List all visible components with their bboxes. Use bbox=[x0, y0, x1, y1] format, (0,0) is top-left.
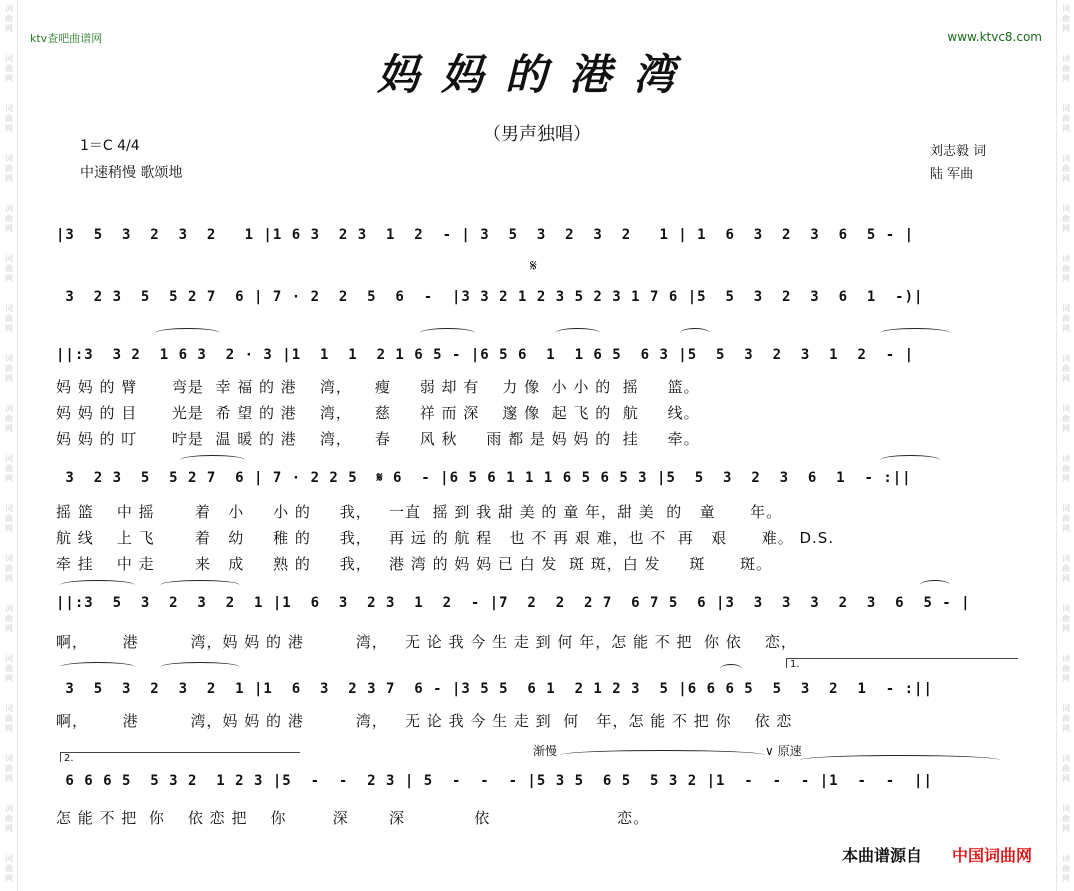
slur-arc bbox=[800, 755, 1000, 765]
lyric-row-6: 啊， 港 湾，妈 妈 的 港 湾， 无 论 我 今 生 走 到 何 年，怎 能 不 把 你 依 恋 bbox=[56, 712, 793, 730]
watermark-glyph: 网 bbox=[1062, 824, 1070, 833]
notation-row-2: 3 2 3 5 5 2 7 6 | 7 · 2 2 5 6 - |3 3 2 1 2 3 5 2 3 1 7 6 |5 5 3 2 3 6 1 -)| bbox=[56, 289, 924, 305]
watermark-glyph: 词 bbox=[5, 654, 13, 663]
watermark-glyph: 曲 bbox=[1062, 114, 1070, 123]
slur-arc bbox=[680, 328, 710, 338]
segno-mark: 𝄋 bbox=[530, 256, 537, 275]
notation-row-4: 3 2 3 5 5 2 7 6 | 7 · 2 2 5 𝄋 6 - |6 5 6 1 1 1 6 5 6 5 3 |5 5 3 2 3 6 1 - :|| bbox=[56, 470, 912, 486]
lyric-row-7: 怎 能 不 把 你 依 恋 把 你 深 深 依 恋。 bbox=[56, 809, 650, 827]
watermark-glyph: 网 bbox=[1062, 574, 1070, 583]
watermark-glyph: 词 bbox=[5, 704, 13, 713]
notation-row-7: 6 6 6 5 5 3 2 1 2 3 |5 - - 2 3 | 5 - - - |5 3 5 6 5 5 3 2 |1 - - - |1 - - || bbox=[56, 773, 933, 789]
watermark-glyph: 网 bbox=[1062, 424, 1070, 433]
watermark-glyph: 曲 bbox=[5, 614, 13, 623]
slur-arc bbox=[560, 750, 765, 760]
watermark-glyph: 词 bbox=[1062, 804, 1070, 813]
lyric-row-4-verse-1: 摇 篮 中 摇 着 小 小 的 我， 一直 摇 到 我 甜 美 的 童 年，甜 美 的 童 年。 bbox=[56, 503, 783, 521]
watermark-glyph: 曲 bbox=[5, 714, 13, 723]
watermark-glyph: 曲 bbox=[1062, 714, 1070, 723]
watermark-glyph: 词 bbox=[5, 554, 13, 563]
slur-arc bbox=[60, 662, 135, 672]
notation-row-6: 3 5 3 2 3 2 1 |1 6 3 2 3 7 6 - |3 5 5 6 1 2 1 2 3 5 |6 6 6 5 5 3 2 1 - :|| bbox=[56, 681, 933, 697]
watermark-glyph: 词 bbox=[5, 754, 13, 763]
watermark-glyph: 曲 bbox=[1062, 614, 1070, 623]
watermark-glyph: 词 bbox=[5, 304, 13, 313]
watermark-glyph: 曲 bbox=[1062, 214, 1070, 223]
volta-1-bracket: 1. bbox=[786, 658, 1018, 668]
watermark-glyph: 网 bbox=[5, 174, 13, 183]
watermark-glyph: 曲 bbox=[1062, 564, 1070, 573]
lyric-row-4-verse-3: 牵 挂 中 走 来 成 熟 的 我， 港 湾 的 妈 妈 已 白 发 斑 斑，白 发 斑 斑。 bbox=[56, 555, 772, 573]
watermark-glyph: 网 bbox=[5, 574, 13, 583]
watermark-glyph: 词 bbox=[1062, 404, 1070, 413]
watermark-glyph: 词 bbox=[1062, 254, 1070, 263]
watermark-glyph: 曲 bbox=[1062, 314, 1070, 323]
song-title: 妈妈的港湾 bbox=[376, 50, 697, 99]
watermark-glyph: 网 bbox=[1062, 624, 1070, 633]
key-signature: 1＝C 4/4 bbox=[80, 138, 140, 154]
watermark-glyph: 网 bbox=[1062, 674, 1070, 683]
slur-arc bbox=[920, 580, 950, 590]
watermark-glyph: 曲 bbox=[5, 814, 13, 823]
watermark-glyph: 词 bbox=[1062, 304, 1070, 313]
watermark-glyph: 词 bbox=[1062, 54, 1070, 63]
tempo-slowing-mark: 渐慢 bbox=[533, 744, 558, 758]
watermark-glyph: 曲 bbox=[5, 564, 13, 573]
watermark-glyph: 网 bbox=[1062, 874, 1070, 883]
slur-arc bbox=[155, 328, 220, 338]
watermark-glyph: 网 bbox=[5, 874, 13, 883]
watermark-glyph: 网 bbox=[1062, 524, 1070, 533]
site-name-left[interactable]: ktv查吧曲谱网 bbox=[30, 32, 103, 45]
watermark-glyph: 词 bbox=[1062, 554, 1070, 563]
watermark-glyph: 曲 bbox=[1062, 464, 1070, 473]
watermark-glyph: 曲 bbox=[1062, 814, 1070, 823]
lyric-row-5: 啊， 港 湾，妈 妈 的 港 湾， 无 论 我 今 生 走 到 何 年，怎 能 不 把 你 依 恋， bbox=[56, 633, 797, 651]
slur-arc bbox=[555, 328, 600, 338]
watermark-glyph: 词 bbox=[1062, 504, 1070, 513]
watermark-glyph: 网 bbox=[5, 74, 13, 83]
tempo-marking: 中速稍慢 歌颂地 bbox=[80, 165, 183, 181]
watermark-glyph: 词 bbox=[1062, 204, 1070, 213]
watermark-glyph: 曲 bbox=[5, 864, 13, 873]
watermark-glyph: 曲 bbox=[5, 314, 13, 323]
watermark-glyph: 词 bbox=[5, 604, 13, 613]
watermark-glyph: 词 bbox=[5, 804, 13, 813]
watermark-glyph: 词 bbox=[5, 504, 13, 513]
slur-arc bbox=[160, 580, 240, 590]
watermark-glyph: 曲 bbox=[1062, 164, 1070, 173]
watermark-glyph: 网 bbox=[5, 724, 13, 733]
watermark-glyph: 词 bbox=[1062, 154, 1070, 163]
watermark-glyph: 曲 bbox=[1062, 664, 1070, 673]
lyric-row-3-verse-1: 妈 妈 的 臂 弯是 幸 福 的 港 湾， 瘦 弱 却 有 力 像 小 小 的 摇 篮。 bbox=[56, 378, 700, 396]
watermark-glyph: 网 bbox=[5, 774, 13, 783]
composer-credit: 陆 军曲 bbox=[930, 167, 974, 182]
slur-arc bbox=[180, 455, 245, 465]
watermark-glyph: 曲 bbox=[1062, 864, 1070, 873]
lyricist-credit: 刘志毅 词 bbox=[930, 144, 987, 159]
tempo-return-mark: ∨ 原速 bbox=[765, 744, 802, 758]
watermark-glyph: 词 bbox=[1062, 4, 1070, 13]
watermark-glyph: 网 bbox=[1062, 224, 1070, 233]
watermark-glyph: 曲 bbox=[1062, 514, 1070, 523]
watermark-glyph: 词 bbox=[5, 254, 13, 263]
watermark-glyph: 词 bbox=[1062, 704, 1070, 713]
site-url-right[interactable]: www.ktvc8.com bbox=[947, 30, 1042, 44]
watermark-glyph: 词 bbox=[5, 454, 13, 463]
slur-arc bbox=[720, 664, 742, 674]
watermark-glyph: 曲 bbox=[5, 214, 13, 223]
watermark-glyph: 网 bbox=[1062, 174, 1070, 183]
notation-row-3: ||:3 3 2 1 6 3 2 · 3 |1 1 1 2 1 6 5 - |6 5 6 1 1 6 5 6 3 |5 5 3 2 3 1 2 - | bbox=[56, 347, 915, 363]
watermark-glyph: 词 bbox=[5, 354, 13, 363]
source-site-link[interactable]: 中国词曲网 bbox=[952, 846, 1033, 865]
watermark-glyph: 词 bbox=[5, 404, 13, 413]
watermark-glyph: 曲 bbox=[5, 414, 13, 423]
watermark-glyph: 曲 bbox=[5, 14, 13, 23]
slur-arc bbox=[420, 328, 475, 338]
watermark-glyph: 网 bbox=[1062, 124, 1070, 133]
slur-arc bbox=[880, 328, 950, 338]
watermark-glyph: 曲 bbox=[5, 264, 13, 273]
lyric-row-4-verse-2: 航 线 上 飞 着 幼 稚 的 我， 再 远 的 航 程 也 不 再 艰 难，也 不 再 艰 难。 D.S. bbox=[56, 529, 835, 547]
watermark-glyph: 网 bbox=[5, 474, 13, 483]
lyric-row-3-verse-3: 妈 妈 的 叮 咛是 温 暖 的 港 湾， 春 风 秋 雨 都 是 妈 妈 的 挂 牵。 bbox=[56, 430, 700, 448]
watermark-glyph: 曲 bbox=[1062, 764, 1070, 773]
watermark-glyph: 曲 bbox=[5, 114, 13, 123]
watermark-glyph: 网 bbox=[1062, 374, 1070, 383]
watermark-glyph: 曲 bbox=[5, 464, 13, 473]
watermark-glyph: 词 bbox=[1062, 354, 1070, 363]
slur-arc bbox=[160, 662, 240, 672]
watermark-glyph: 词 bbox=[5, 154, 13, 163]
watermark-glyph: 网 bbox=[5, 524, 13, 533]
watermark-glyph: 网 bbox=[5, 824, 13, 833]
watermark-glyph: 词 bbox=[1062, 104, 1070, 113]
volta-2-bracket: 2. bbox=[60, 752, 300, 762]
watermark-glyph: 网 bbox=[5, 374, 13, 383]
watermark-glyph: 词 bbox=[1062, 604, 1070, 613]
song-subtitle: （男声独唱） bbox=[483, 124, 591, 145]
watermark-glyph: 曲 bbox=[5, 664, 13, 673]
watermark-glyph: 词 bbox=[5, 204, 13, 213]
watermark-glyph: 词 bbox=[5, 54, 13, 63]
watermark-glyph: 网 bbox=[5, 124, 13, 133]
watermark-glyph: 网 bbox=[5, 274, 13, 283]
watermark-glyph: 曲 bbox=[5, 364, 13, 373]
notation-row-1: |3 5 3 2 3 2 1 |1 6 3 2 3 1 2 - | 3 5 3 2 3 2 1 | 1 6 3 2 3 6 5 - | bbox=[56, 227, 915, 243]
watermark-glyph: 曲 bbox=[1062, 64, 1070, 73]
watermark-glyph: 网 bbox=[1062, 774, 1070, 783]
watermark-glyph: 曲 bbox=[5, 64, 13, 73]
watermark-glyph: 网 bbox=[5, 24, 13, 33]
watermark-glyph: 网 bbox=[5, 424, 13, 433]
watermark-glyph: 曲 bbox=[5, 514, 13, 523]
lyric-row-3-verse-2: 妈 妈 的 目 光是 希 望 的 港 湾， 慈 祥 而 深 邃 像 起 飞 的 航 线。 bbox=[56, 404, 700, 422]
watermark-glyph: 词 bbox=[1062, 754, 1070, 763]
watermark-glyph: 词 bbox=[5, 104, 13, 113]
watermark-glyph: 网 bbox=[1062, 24, 1070, 33]
watermark-glyph: 曲 bbox=[1062, 414, 1070, 423]
watermark-glyph: 网 bbox=[1062, 724, 1070, 733]
watermark-glyph: 网 bbox=[1062, 324, 1070, 333]
watermark-glyph: 网 bbox=[5, 224, 13, 233]
watermark-glyph: 词 bbox=[1062, 854, 1070, 863]
watermark-glyph: 词 bbox=[1062, 654, 1070, 663]
watermark-glyph: 曲 bbox=[1062, 14, 1070, 23]
notation-row-5: ||:3 5 3 2 3 2 1 |1 6 3 2 3 1 2 - |7 2 2 2 7 6 7 5 6 |3 3 3 3 2 3 6 5 - | bbox=[56, 595, 971, 611]
watermark-glyph: 词 bbox=[1062, 454, 1070, 463]
watermark-glyph: 词 bbox=[5, 854, 13, 863]
watermark-glyph: 网 bbox=[5, 324, 13, 333]
source-label: 本曲谱源自 bbox=[842, 846, 923, 865]
watermark-glyph: 曲 bbox=[5, 164, 13, 173]
watermark-glyph: 网 bbox=[5, 674, 13, 683]
slur-arc bbox=[880, 455, 940, 465]
watermark-glyph: 网 bbox=[1062, 74, 1070, 83]
slur-arc bbox=[60, 580, 135, 590]
watermark-glyph: 网 bbox=[1062, 274, 1070, 283]
watermark-glyph: 曲 bbox=[1062, 364, 1070, 373]
watermark-glyph: 曲 bbox=[1062, 264, 1070, 273]
watermark-glyph: 曲 bbox=[5, 764, 13, 773]
watermark-glyph: 词 bbox=[5, 4, 13, 13]
watermark-glyph: 网 bbox=[1062, 474, 1070, 483]
watermark-glyph: 网 bbox=[5, 624, 13, 633]
